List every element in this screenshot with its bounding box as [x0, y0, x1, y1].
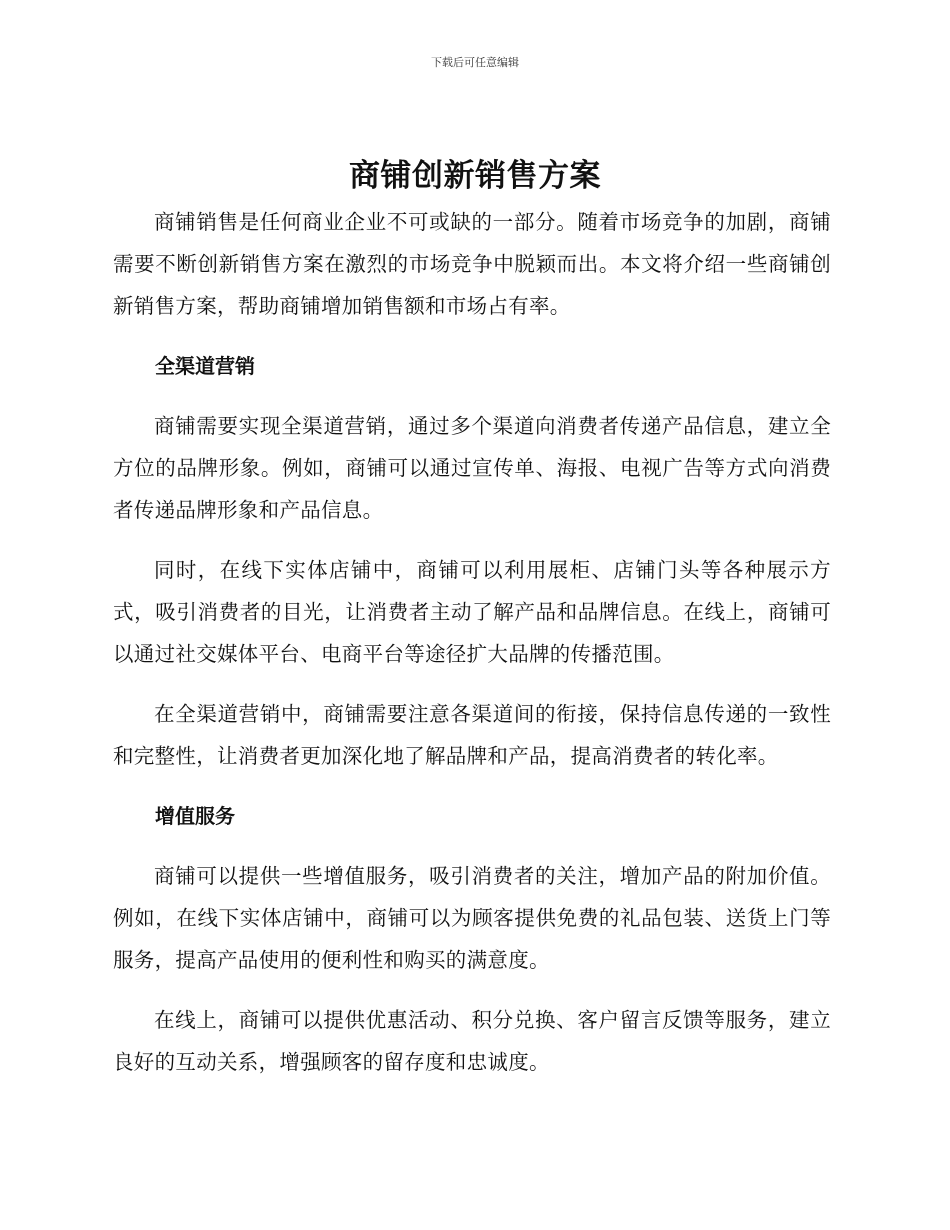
section-omnichannel	[113, 345, 831, 777]
header-note: 下载后可任意编辑	[431, 56, 519, 69]
section-paragraph: 在全渠道营销中，商铺需要注意各渠道间的衔接，保持信息传递的一致性和完整性，让消费者更加深化地了解品牌和产品，提高消费者的转化率。	[113, 702, 831, 768]
section-value-added	[113, 795, 831, 1083]
section-paragraph: 同时，在线下实体店铺中，商铺可以利用展柜、店铺门头等各种展示方式，吸引消费者的目光，让消费者主动了解产品和品牌信息。在线上，商铺可以通过社交媒体平台、电商平台等途径扩大品牌的传播范围。	[113, 558, 831, 666]
section-paragraph: 商铺可以提供一些增值服务，吸引消费者的关注，增加产品的附加价值。例如，在线下实体店铺中，商铺可以为顾客提供免费的礼品包装、送货上门等服务，提高产品使用的便利性和购买的满意度。	[113, 864, 831, 972]
section-heading: 增值服务	[155, 804, 235, 828]
section-paragraph: 在线上，商铺可以提供优惠活动、积分兑换、客户留言反馈等服务，建立良好的互动关系，增强顾客的留存度和忠诚度。	[113, 1008, 831, 1074]
section-heading: 全渠道营销	[155, 354, 255, 378]
section-paragraph: 商铺需要实现全渠道营销，通过多个渠道向消费者传递产品信息，建立全方位的品牌形象。例如，商铺可以通过宣传单、海报、电视广告等方式向消费者传递品牌形象和产品信息。	[113, 414, 831, 522]
document-body	[113, 201, 831, 1101]
document-title: 商铺创新销售方案	[349, 158, 601, 194]
intro-paragraph: 商铺销售是任何商业企业不可或缺的一部分。随着市场竞争的加剧，商铺需要不断创新销售方案在激烈的市场竞争中脱颖而出。本文将介绍一些商铺创新销售方案，帮助商铺增加销售额和市场占有率。	[113, 210, 831, 318]
